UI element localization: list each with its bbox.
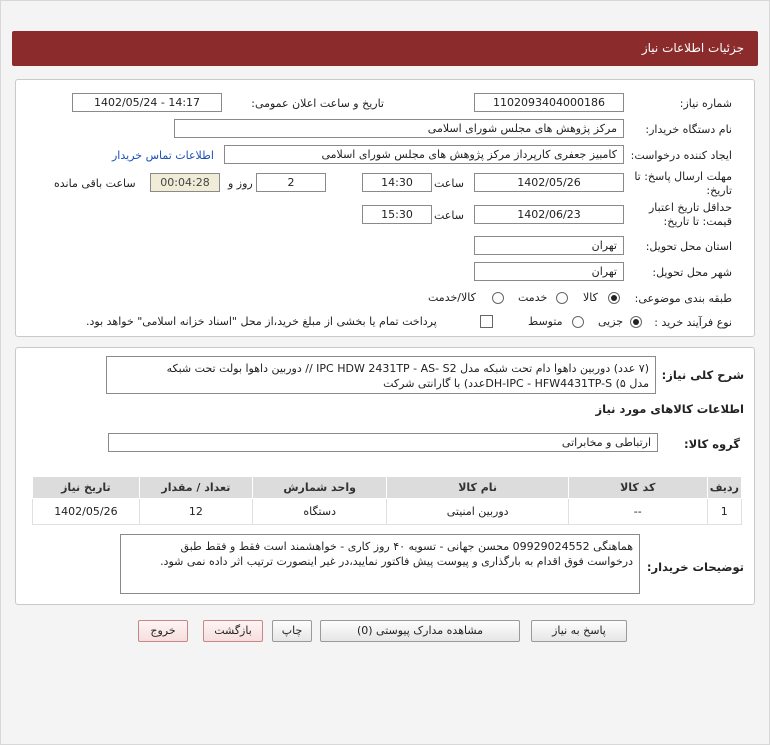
deadline-days-field: 2 — [256, 173, 326, 192]
category-radio-goods[interactable] — [608, 292, 620, 304]
announce-datetime-label: تاریخ و ساعت اعلان عمومی: — [251, 97, 384, 110]
exit-button[interactable]: خروج — [138, 620, 188, 642]
col-need-date: تاریخ نیاز — [33, 477, 140, 499]
need-number-field: 1102093404000186 — [474, 93, 624, 112]
category-radio-service[interactable] — [556, 292, 568, 304]
reply-button[interactable]: پاسخ به نیاز — [531, 620, 627, 642]
validity-date-field: 1402/06/23 — [474, 205, 624, 224]
buyer-notes-box — [120, 534, 640, 594]
cell-unit: دستگاه — [252, 499, 386, 525]
buyer-org-label: نام دستگاه خریدار: — [645, 123, 732, 136]
goods-table-header — [33, 477, 742, 499]
category-radio-goods-service[interactable] — [492, 292, 504, 304]
back-button[interactable]: بازگشت — [203, 620, 263, 642]
need-number-label: شماره نیاز: — [679, 97, 732, 110]
city-label: شهر محل تحویل: — [652, 266, 732, 279]
cell-quantity: 12 — [139, 499, 252, 525]
goods-group-label: گروه کالا: — [684, 437, 740, 451]
province-field: تهران — [474, 236, 624, 255]
purchase-type-label: نوع فرآیند خرید : — [654, 316, 732, 329]
deadline-label: مهلت ارسال پاسخ: تا — [634, 170, 732, 183]
category-option-goods: کالا — [583, 291, 598, 304]
deadline-date-field: 1402/05/26 — [474, 173, 624, 192]
need-description-box — [106, 356, 656, 394]
buyer-notes-label: توضیحات خریدار: — [646, 560, 744, 574]
validity-label: حداقل تاریخ اعتبار — [648, 201, 732, 214]
requester-field: کامبیز جعفری کارپرداز مرکز پژوهش های مجلس شورای اسلامی — [224, 145, 624, 164]
validity-label-date: قیمت: تا تاریخ: — [663, 215, 732, 228]
need-description-label: شرح کلی نیاز: — [661, 368, 744, 382]
buyer-org-field: مرکز پژوهش های مجلس شورای اسلامی — [174, 119, 624, 138]
col-row: ردیف — [707, 477, 741, 499]
buyer-contact-link[interactable]: اطلاعات تماس خریدار — [112, 149, 214, 162]
cell-name: دوربین امنیتی — [387, 499, 568, 525]
deadline-time-label: ساعت — [434, 177, 464, 190]
table-row — [33, 499, 742, 525]
purchase-type-radio-medium[interactable] — [572, 316, 584, 328]
category-option-service: خدمت — [518, 291, 548, 304]
city-field: تهران — [474, 262, 624, 281]
deadline-label-date: تاریخ: — [706, 184, 732, 197]
validity-time-field: 15:30 — [362, 205, 432, 224]
category-label: طبقه بندی موضوعی: — [634, 292, 732, 305]
deadline-days-label: روز و — [228, 177, 253, 190]
remaining-time-label: ساعت باقی مانده — [54, 177, 136, 190]
purchase-type-option-medium: متوسط — [528, 315, 563, 328]
col-unit: واحد شمارش — [252, 477, 386, 499]
goods-group-field: ارتباطی و مخابراتی — [108, 433, 658, 452]
purchase-type-option-minor: جزیی — [598, 315, 624, 328]
goods-table — [32, 476, 742, 525]
buyer-notes-line1: هماهنگی 09929024552 محسن جهانی - تسویه ۴۰ روز کاری - خواهشمند است فقط و فقط طبق — [180, 540, 633, 553]
need-info-panel — [15, 79, 755, 337]
need-description-line2: مدل ۵) DH-IPC - HFW4431TP-Sعدد) با گارانتی شرکت — [383, 377, 649, 390]
col-quantity: تعداد / مقدار — [139, 477, 252, 499]
col-code: کد کالا — [568, 477, 707, 499]
print-button[interactable]: چاپ — [272, 620, 312, 642]
purchase-type-radio-minor[interactable] — [630, 316, 642, 328]
category-option-goods-service: کالا/خدمت — [428, 291, 476, 304]
validity-time-label: ساعت — [434, 209, 464, 222]
treasury-checkbox[interactable] — [480, 315, 493, 328]
buyer-notes-line2: درخواست فوق اقدام به بارگذاری و پیوست پیش فاکتور نمایید،در غیر اینصورت ترتیب اثر داده نمی شود. — [160, 555, 633, 568]
remaining-time-field: 00:04:28 — [150, 173, 220, 192]
need-details-panel — [15, 347, 755, 605]
province-label: استان محل تحویل: — [645, 240, 732, 253]
cell-need-date: 1402/05/26 — [33, 499, 140, 525]
deadline-time-field: 14:30 — [362, 173, 432, 192]
goods-section-title: اطلاعات کالاهای مورد نیاز — [595, 402, 744, 416]
treasury-note: پرداخت تمام یا بخشی از مبلغ خرید،از محل "اسناد خزانه اسلامی" خواهد بود. — [86, 315, 437, 328]
requester-label: ایجاد کننده درخواست: — [630, 149, 732, 162]
announce-datetime-field: 1402/05/24 - 14:17 — [72, 93, 222, 112]
page-title: جزئیات اطلاعات نیاز — [12, 31, 758, 66]
col-name: نام کالا — [387, 477, 568, 499]
cell-code: -- — [568, 499, 707, 525]
attachments-button[interactable]: مشاهده مدارک پیوستی (0) — [320, 620, 520, 642]
need-description-line1: (۷ عدد) دوربین داهوا دام تحت شبکه مدل IPC HDW 2431TP - AS- S2 // دوربین داهوا بولت تحت شبکه — [166, 362, 649, 375]
cell-row: 1 — [707, 499, 741, 525]
